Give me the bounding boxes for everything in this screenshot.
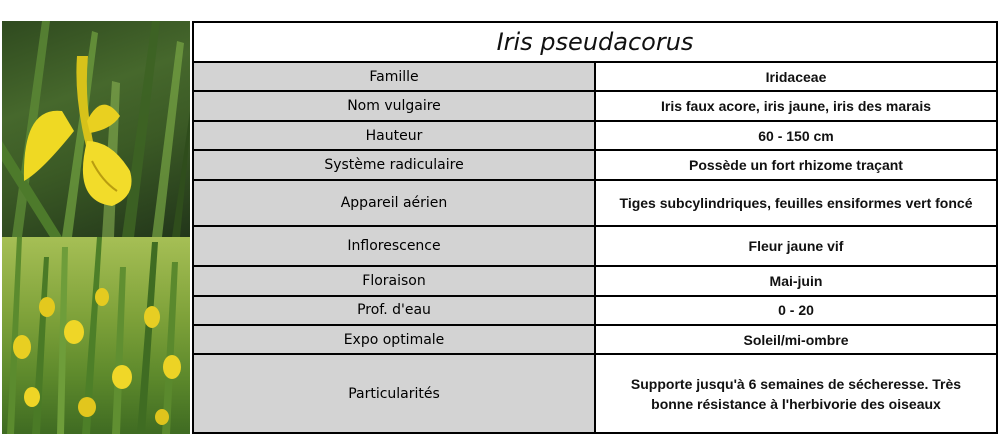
row-label: Hauteur [193,121,595,150]
row-value: Possède un fort rhizome traçant [595,150,997,179]
table-row [193,62,997,90]
row-value: Soleil/mi-ombre [595,325,997,354]
title-row [193,22,997,62]
table-row [193,150,997,179]
row-label: Inflorescence [193,226,595,266]
row-value: Mai-juin [595,266,997,295]
row-label: Appareil aérien [193,180,595,226]
species-title: Iris pseudacorus [193,22,997,62]
row-label: Nom vulgaire [193,91,595,121]
row-label: Floraison [193,266,595,295]
row-label: Prof. d'eau [193,296,595,325]
species-info-table [192,21,998,434]
row-value: 0 - 20 [595,296,997,325]
table-row [193,325,997,354]
table-row [193,226,997,266]
row-label: Système radiculaire [193,150,595,179]
table-row [193,296,997,325]
table-row [193,121,997,150]
row-value: 60 - 150 cm [595,121,997,150]
row-value: Iridaceae [595,62,997,90]
row-value: Tiges subcylindriques, feuilles ensiformes vert foncé [595,180,997,226]
row-value: Iris faux acore, iris jaune, iris des marais [595,91,997,121]
row-label: Particularités [193,354,595,433]
iris-field-photo [2,237,190,434]
iris-flower-closeup-photo [2,21,190,237]
row-value: Supporte jusqu'à 6 semaines de sécheresse. Très bonne résistance à l'herbivorie des oiseaux [595,354,997,433]
row-value: Fleur jaune vif [595,226,997,266]
table-row [193,180,997,226]
row-label: Famille [193,62,595,90]
table-row [193,354,997,433]
table-row [193,91,997,121]
table-row [193,266,997,295]
row-label: Expo optimale [193,325,595,354]
